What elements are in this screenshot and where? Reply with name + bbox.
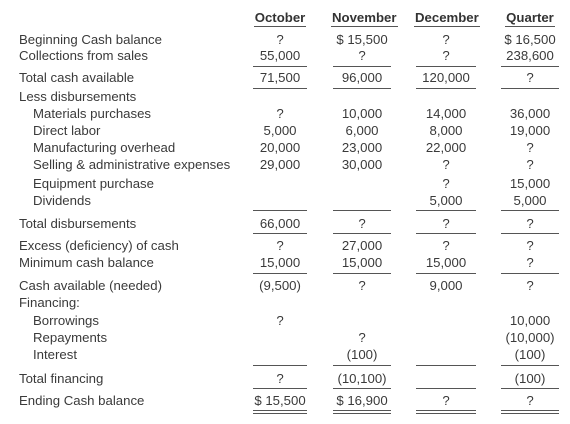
cell-december: ? xyxy=(442,216,450,231)
underline xyxy=(501,388,559,389)
cell-november: ? xyxy=(358,48,366,63)
cell-october: 66,000 xyxy=(259,216,301,231)
row-total-disbursements xyxy=(0,215,570,232)
row-collections xyxy=(0,47,570,64)
section-label: Less disbursements xyxy=(19,89,137,104)
cell-october xyxy=(251,192,309,209)
underline xyxy=(333,210,391,211)
row-label: Direct labor xyxy=(33,123,101,138)
row-ending-cash xyxy=(0,392,570,409)
cell-december: 120,000 xyxy=(422,70,470,85)
underline xyxy=(253,388,307,389)
underline xyxy=(416,210,476,211)
cell-october: 5,000 xyxy=(263,123,297,138)
underline xyxy=(333,233,391,234)
underline xyxy=(416,233,476,234)
cell-october: 71,500 xyxy=(259,70,301,85)
cell-november: 30,000 xyxy=(341,157,383,172)
underline xyxy=(253,210,307,211)
row-label: Borrowings xyxy=(33,313,99,328)
cell-december: 14,000 xyxy=(425,106,467,121)
cell-quarter: ? xyxy=(526,216,534,231)
row-interest xyxy=(0,346,570,363)
cell-december: ? xyxy=(442,157,450,172)
row-label: Total disbursements xyxy=(19,216,137,231)
underline xyxy=(416,273,476,274)
cell-quarter: ? xyxy=(526,70,534,85)
underline xyxy=(501,273,559,274)
cell-november: 27,000 xyxy=(341,238,383,253)
cell-quarter: ? xyxy=(526,157,534,172)
row-financing-heading xyxy=(0,294,570,311)
cell-november: 23,000 xyxy=(341,140,383,155)
cell-quarter: 10,000 xyxy=(509,313,551,328)
row-label: Collections from sales xyxy=(19,48,148,63)
underline xyxy=(253,66,307,67)
cell-november: $ 15,500 xyxy=(336,32,388,47)
underline xyxy=(333,66,391,67)
row-label: Dividends xyxy=(33,193,91,208)
row-minimum-cash xyxy=(0,254,570,271)
row-label: Total financing xyxy=(19,371,104,386)
row-label: Minimum cash balance xyxy=(19,255,154,270)
header-october: October xyxy=(254,10,306,25)
cell-october xyxy=(251,346,309,363)
double-underline xyxy=(253,410,307,414)
underline xyxy=(501,365,559,366)
row-cash-available-needed xyxy=(0,277,570,294)
cell-december xyxy=(414,312,478,329)
cell-november: (100) xyxy=(346,347,378,362)
row-excess-deficiency xyxy=(0,237,570,254)
underline xyxy=(253,233,307,234)
row-beginning-cash xyxy=(0,31,570,48)
cell-december: 9,000 xyxy=(429,278,463,293)
cell-november: ? xyxy=(358,216,366,231)
section-label: Financing: xyxy=(19,295,80,310)
cell-december: ? xyxy=(442,32,450,47)
row-label: Selling & administrative expenses xyxy=(33,157,231,172)
underline xyxy=(501,233,559,234)
cell-october: 20,000 xyxy=(259,140,301,155)
row-label: Equipment purchase xyxy=(33,176,154,191)
row-manufacturing-overhead xyxy=(0,139,570,156)
cell-october: ? xyxy=(276,313,284,328)
row-direct-labor xyxy=(0,122,570,139)
underline xyxy=(416,365,476,366)
cell-november: 15,000 xyxy=(341,255,383,270)
underline xyxy=(253,273,307,274)
cell-november: $ 16,900 xyxy=(336,393,388,408)
row-total-financing xyxy=(0,370,570,387)
cell-november: (10,100) xyxy=(337,371,387,386)
cell-october: 29,000 xyxy=(259,157,301,172)
row-label: Interest xyxy=(33,347,77,362)
cell-december: ? xyxy=(442,393,450,408)
row-label: Manufacturing overhead xyxy=(33,140,176,155)
row-borrowings xyxy=(0,312,570,329)
row-less-disbursements xyxy=(0,88,570,105)
underline xyxy=(333,365,391,366)
double-underline xyxy=(416,410,476,414)
row-label: Total cash available xyxy=(19,70,135,85)
row-dividends xyxy=(0,192,570,209)
cell-october: 55,000 xyxy=(259,48,301,63)
underline xyxy=(333,273,391,274)
cell-december xyxy=(414,370,478,387)
cell-quarter: 15,000 xyxy=(509,176,551,191)
row-total-available xyxy=(0,69,570,86)
cell-october: (9,500) xyxy=(259,278,301,293)
header-row xyxy=(0,9,570,26)
underline xyxy=(253,365,307,366)
cell-quarter: ? xyxy=(526,278,534,293)
cell-december: 22,000 xyxy=(425,140,467,155)
cell-december: ? xyxy=(442,238,450,253)
double-underline xyxy=(501,410,559,414)
cell-october: ? xyxy=(276,371,284,386)
cell-october: ? xyxy=(276,238,284,253)
cell-october: ? xyxy=(276,32,284,47)
cell-quarter: 36,000 xyxy=(509,106,551,121)
cell-october xyxy=(251,175,309,192)
cell-december: ? xyxy=(442,48,450,63)
cell-december: 15,000 xyxy=(425,255,467,270)
cell-november xyxy=(331,192,393,209)
cell-quarter: ? xyxy=(526,238,534,253)
cell-december xyxy=(414,329,478,346)
cell-quarter: 5,000 xyxy=(513,193,547,208)
cell-quarter: (100) xyxy=(514,371,546,386)
cell-quarter: $ 16,500 xyxy=(504,32,556,47)
row-label: Ending Cash balance xyxy=(19,393,145,408)
header-november: November xyxy=(332,10,397,25)
underline xyxy=(501,210,559,211)
cell-november xyxy=(331,312,393,329)
row-label: Beginning Cash balance xyxy=(19,32,162,47)
cell-october: ? xyxy=(276,106,284,121)
underline xyxy=(416,388,476,389)
row-selling-admin xyxy=(0,156,570,173)
row-repayments xyxy=(0,329,570,346)
cell-november: ? xyxy=(358,330,366,345)
cell-quarter: 238,600 xyxy=(506,48,554,63)
row-equipment-purchase xyxy=(0,175,570,192)
cell-quarter: ? xyxy=(526,140,534,155)
row-materials xyxy=(0,105,570,122)
cell-november: 96,000 xyxy=(341,70,383,85)
underline xyxy=(501,66,559,67)
cell-december: 8,000 xyxy=(429,123,463,138)
underline xyxy=(416,66,476,67)
cell-november: 6,000 xyxy=(345,123,379,138)
row-label: Excess (deficiency) of cash xyxy=(19,238,179,253)
cell-november: ? xyxy=(358,278,366,293)
header-december: December xyxy=(415,10,479,25)
cell-november xyxy=(331,175,393,192)
header-quarter: Quarter xyxy=(506,10,554,25)
double-underline xyxy=(333,410,391,414)
cell-quarter: (10,000) xyxy=(505,330,555,345)
cell-december: ? xyxy=(442,176,450,191)
cell-quarter: 19,000 xyxy=(509,123,551,138)
cell-quarter: (100) xyxy=(514,347,546,362)
row-label: Materials purchases xyxy=(33,106,152,121)
row-label: Cash available (needed) xyxy=(19,278,162,293)
cell-november: 10,000 xyxy=(341,106,383,121)
cell-october xyxy=(251,329,309,346)
underline xyxy=(333,388,391,389)
cell-october: $ 15,500 xyxy=(254,393,306,408)
row-label: Repayments xyxy=(33,330,108,345)
cell-december: 5,000 xyxy=(429,193,463,208)
cell-quarter: ? xyxy=(526,255,534,270)
cell-december xyxy=(414,346,478,363)
cell-october: 15,000 xyxy=(259,255,301,270)
cell-quarter: ? xyxy=(526,393,534,408)
